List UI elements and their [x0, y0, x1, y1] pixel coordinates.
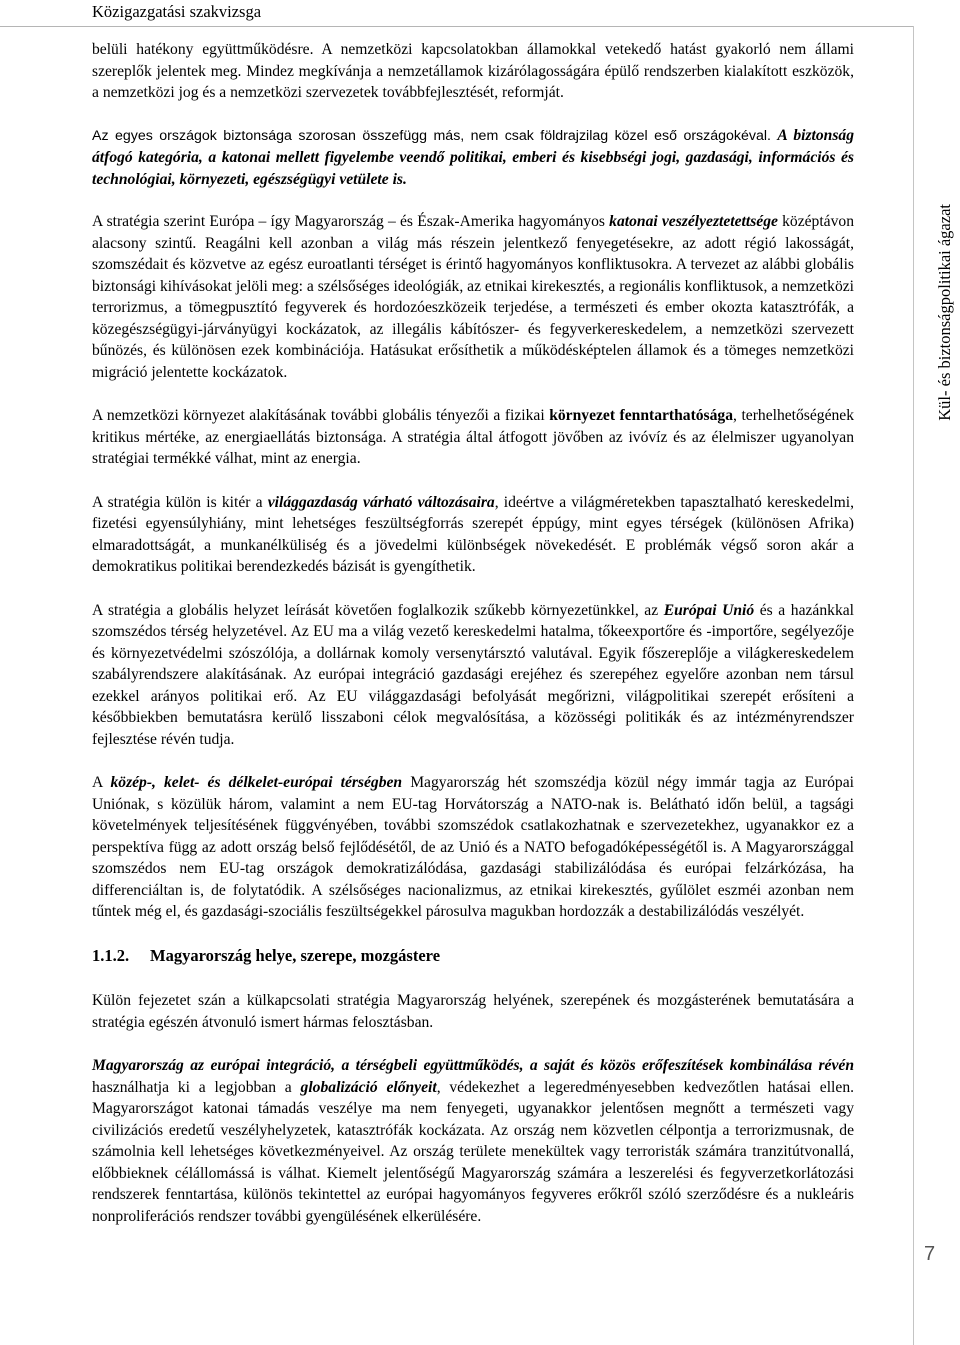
document-body	[92, 39, 854, 1249]
paragraph-9: Magyarország az európai integráció, a térségbeli együttműködés, a saját és közös erőfeszítések kombinálása révén használhatja ki a legjobban a globalizáció előnyeit, védekezhet a legeredményesebben kedvezőtlen hatásai ellen. Magyarországot katonai támadás veszélye ma nem fenyegeti, ugyanakkor jelentősen megnőtt a természeti vagy civilizációs eredetű veszélyhelyzetek, katasztrófák kockázata. Az ország nem közvetlen célpontja a terrorizmusnak, de számolnia kell lehetséges következményeivel. Az ország területe menekültek vagy terroristák számára tranzitútvonallá, előbbieknek célállomássá is válhat. Kiemelt jelentőségű Magyarország számára a leszerelési és fegyverzetkorlátozási rendszerek fenntartása, különös tekintettel az európai hagyományos fegyveres erőkről szóló szerződésre és a nukleáris nonproliferációs rendszer további gyengülésének elkerülésére.	[92, 1057, 855, 1225]
paragraph-7: A közép-, kelet- és délkelet-európai térségben Magyarország hét szomszédja közül négy immár tagja az Európai Uniónak, s közülük három, valamint a nem EU-tag Horvátország a NATO-nak is. Belátható időn belül, a tagsági követelmények teljesítésének függvényében, további szomszédok csatlakozhatnak e szervezetekhez, ugyanakkor ez a perspektíva függ az adott ország belső fejlődésétől, de az Unió és a NATO befogadóképességétől is. A Magyarországgal szomszédos nem EU-tag országok demokratizálódása, gazdasági stabilizálódása és európai felzárkózása, ha differenciáltan is, de folytatódik. A szélsőséges nacionalizmus, az etnikai kirekesztés, gyűlölet eszméi azonban nem tűntek még el, és gazdasági-szociális feszültségekkel párosulva magukban hordozzák a destabilizálódás veszélyét.	[92, 774, 854, 920]
margin-rule	[913, 26, 914, 1345]
paragraph-1: belüli hatékony együttműködésre. A nemzetközi kapcsolatokban államokkal vetekedő hatást gyakorló nem állami szereplők jelentek meg. Mindez megkívánja a nemzetállamok kizárólagosságára épülő rendszerben kialakított eszközök, a nemzetközi jog és a nemzetközi szervezetek továbbfejlesztését, reformját.	[92, 41, 854, 101]
side-label-text: Kül- és biztonságpolitikai ágazat	[935, 203, 954, 421]
header-rule	[0, 26, 913, 27]
paragraph-2: Az egyes országok biztonsága szorosan összefügg más, nem csak földrajzilag közel eső országokéval. A biztonság átfogó kategória, a katonai mellett figyelembe veendő politikai, emberi és kisebbségi jogi, gazdasági, információs és technológiai, környezeti, egészségügyi vetülete is.	[92, 126, 854, 188]
paragraph-4: A nemzetközi környezet alakításának további globális tényezői a fizikai környezet fenntarthatósága, terhelhetőségének kritikus mértéke, az energiaellátás biztonsága. A stratégia által átfogott jövőben az ivóvíz és az élelmiszer ugyanolyan stratégiai termékké válhat, mint az energia.	[92, 407, 855, 467]
side-label	[931, 32, 959, 592]
paragraph-8: Külön fejezetet szán a külkapcsolati stratégia Magyarország helyének, szerepének és mozgásterének bemutatására a stratégia egészén átvonuló ismert hármas felosztásban.	[92, 992, 854, 1031]
paragraph-6: A stratégia a globális helyzet leírását követően foglalkozik szűkebb környezetünkkel, az Európai Unió és a hazánkkal szomszédos térség helyzetével. Az EU ma a világ vezető kereskedelmi hatalma, tőkeexportőre és -importőre, segélyezője és környezetvédelmi szószólója, a dollárnak komoly versenytársztó valutával. Egyik főszereplője a világkereskedelem szabályrendszere alakításának. Az európai integráció gazdasági erejéhez és szerepéhez egyelőre azonban nem társul ezekkel arányos politikai erő. Az EU világgazdasági befolyását megőrizni, világpolitikai szerepét erősíteni a későbbiekben bemutatásra kerülő lisszaboni célok megvalósítása, a közösségi politikák és az intézményrendszer fejlesztése révén tudja.	[92, 601, 854, 748]
paragraph-3: A stratégia szerint Európa – így Magyarország – és Észak-Amerika hagyományos katonai veszélyeztetettsége középtávon alacsony szintű. Reagálni kell azonban a világ más részein jelentkező fenyegetésekre, az adott régió lakosságát, szomszédait és közvetve az egész euroatlanti térséget is érintő hagyományos konfliktusokra. A tervezet az alábbi globális biztonsági kihívásokat jelöli meg: a szélsőséges ideológiák, az etnikai kirekesztés, a regionális konfliktusok, a nemzetközi terrorizmus, a tömegpusztító fegyverek és hordozóeszközeik terjedése, a természeti és ember okozta katasztrófák, a közegészségügyi-járványügyi kockázatok, az illegális kábítószer- és fegyverkereskedelem, a nemzetközi szervezett bűnözés, és különösen ezek kombinációja. Hatásukat erősíthetik a működésképtelen államok és a tömeges nemzetközi migráció jelentette kockázatok.	[92, 213, 854, 381]
section-heading: 1.1.2. Magyarország helye, szerepe, mozgástere	[92, 945, 441, 965]
page-number: 7	[924, 1243, 936, 1265]
running-header: Közigazgatási szakvizsga	[92, 2, 262, 21]
paragraph-5: A stratégia külön is kitér a világgazdaság várható változásaira, ideértve a világméretekben tapasztalható kereskedelmi, fizetési egyensúlyhiány, mint lehetséges feszültségforrás szerepét éppúgy, mint egyes térségek (különösen Afrika) elmaradottságát, a munkanélküliség és a jövedelmi különbségek növekedését. E problémák végső soron akár a demokratikus politikai berendezkedés bázisát is gyengíthetik.	[92, 493, 854, 575]
